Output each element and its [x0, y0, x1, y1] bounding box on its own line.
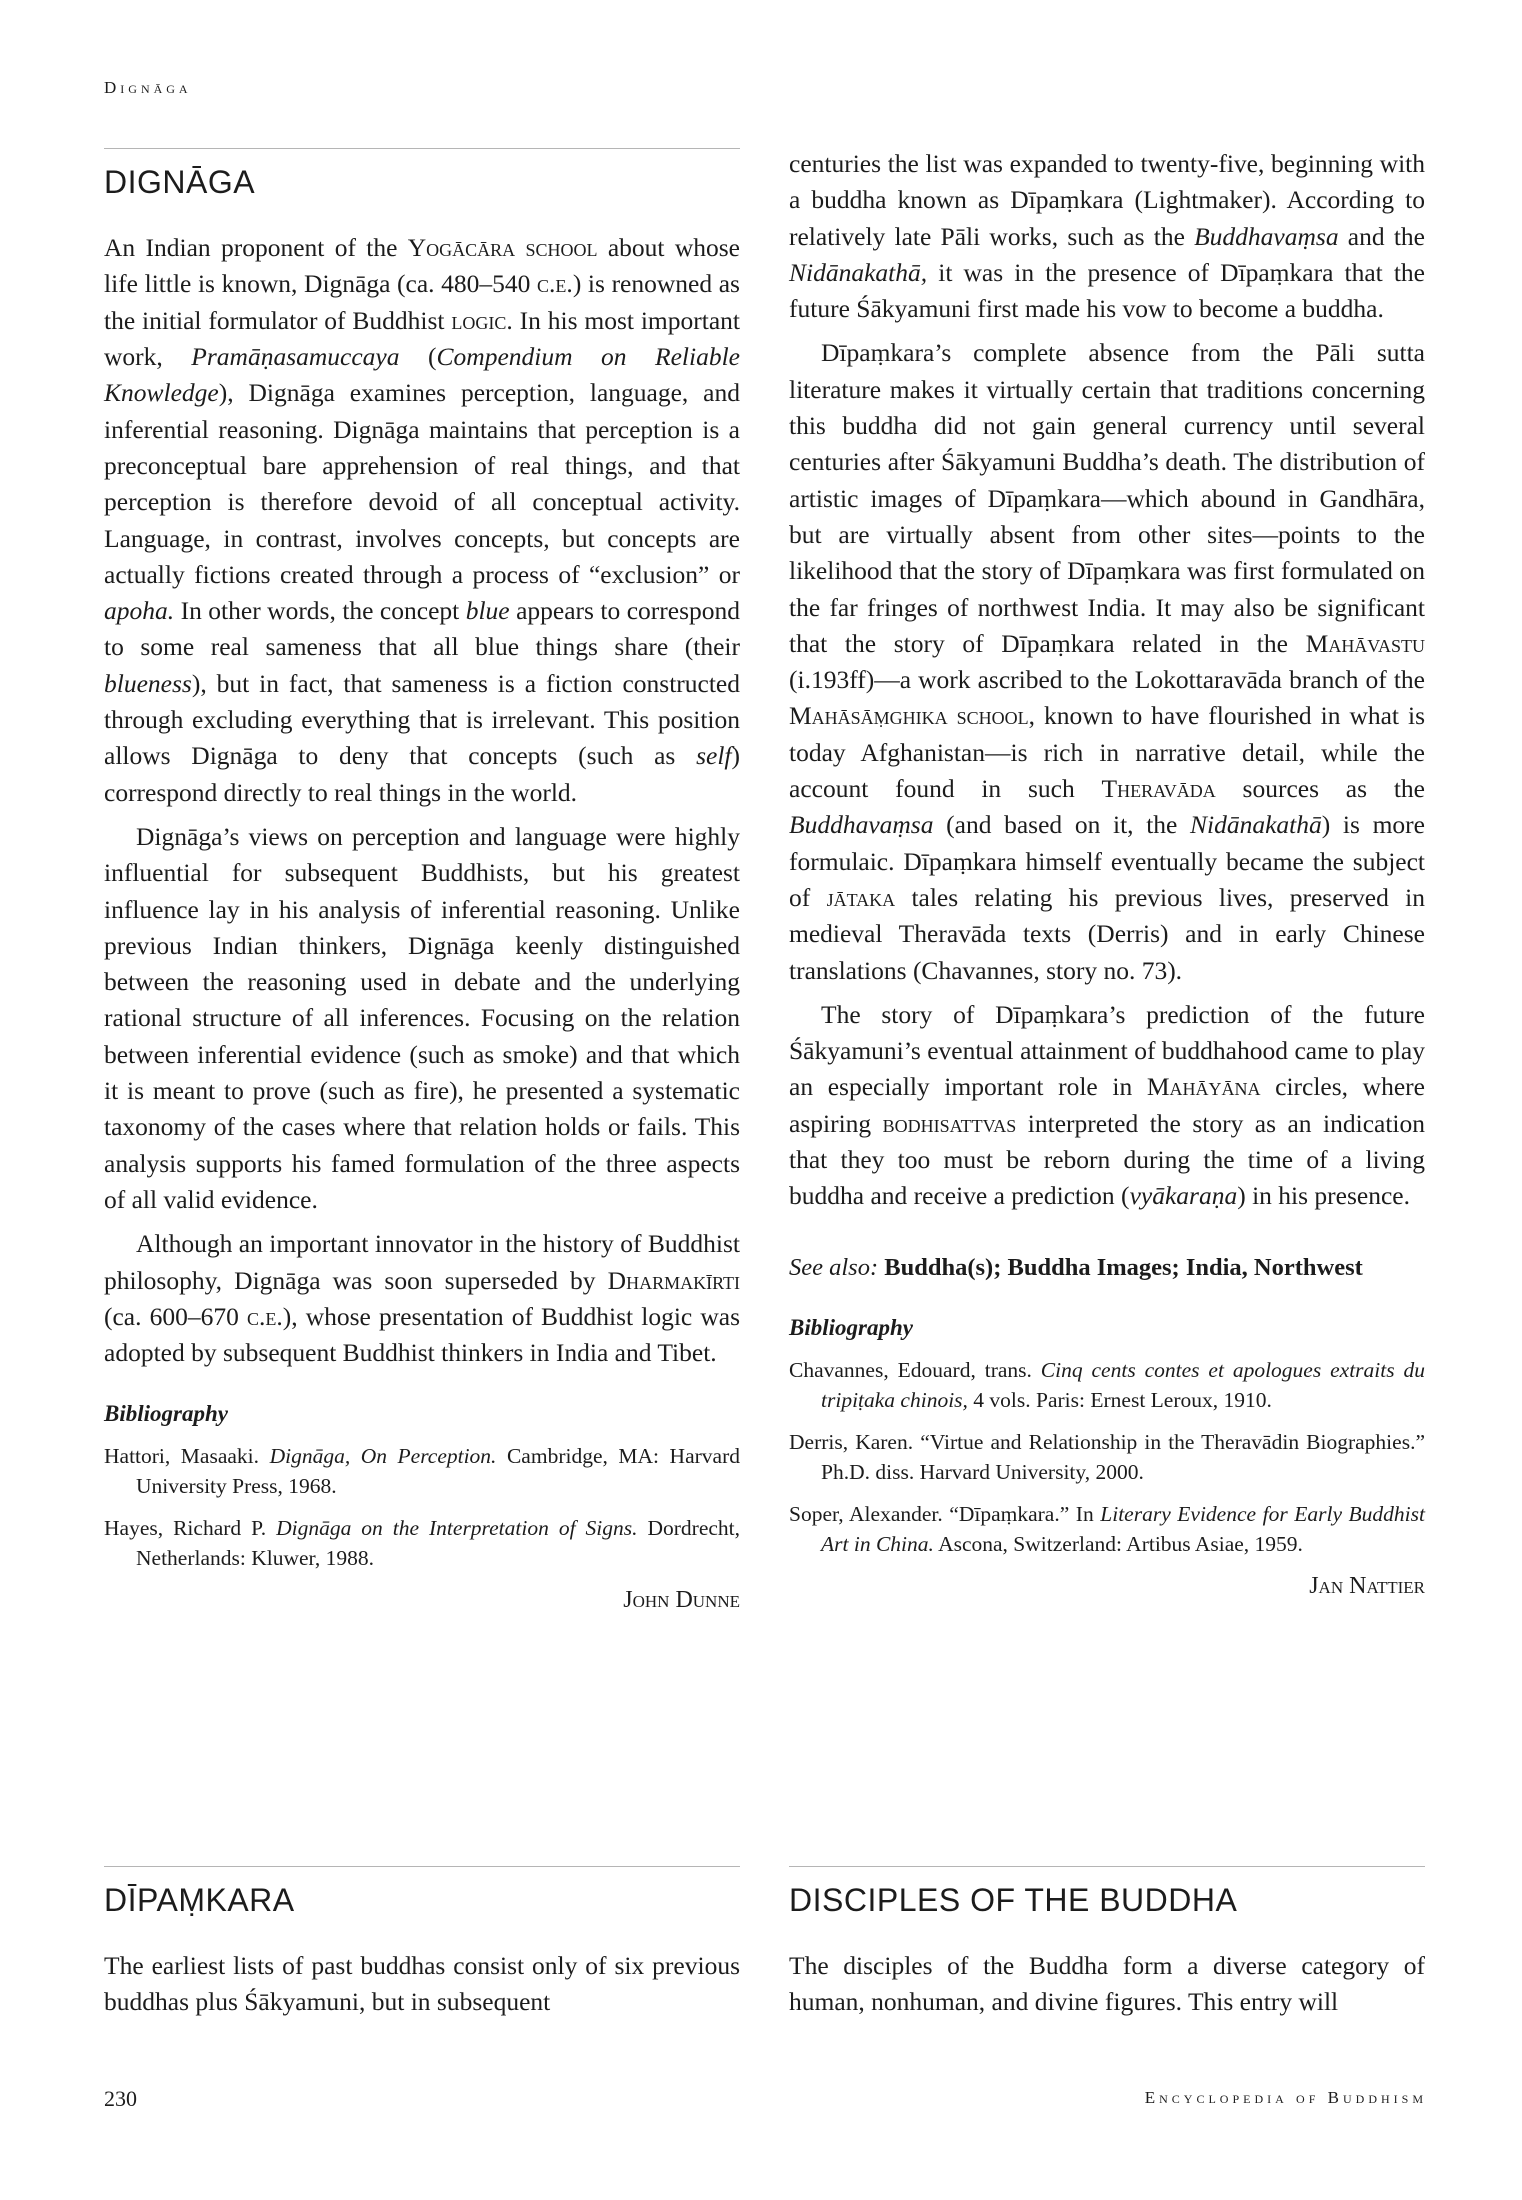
section-rule [789, 1866, 1425, 1867]
bibliography-item: Hattori, Masaaki. Dignāga, On Perception. Cambridge, MA: Harvard University Press, 1968. [104, 1444, 740, 1499]
cross-reference-link[interactable]: bodhisattvas [882, 1108, 1017, 1138]
author-signature: Jan Nattier [1309, 1572, 1425, 1599]
see-also: See also: Buddha(s); Buddha Images; India, Northwest [789, 1253, 1363, 1281]
cross-reference-link[interactable]: Theravāda [1101, 774, 1216, 804]
cross-reference-link[interactable]: Yogācāra school [407, 233, 598, 263]
bibliography-heading: Bibliography [789, 1314, 913, 1340]
section-rule [104, 148, 740, 149]
bibliography-item: Derris, Karen. “Virtue and Relationship in the Theravādin Biographies.” Ph.D. diss. Harvard University, 2000. [789, 1429, 1425, 1484]
cross-reference-link[interactable]: logic [451, 305, 507, 335]
bibliography-item: Soper, Alexander. “Dīpaṃkara.” In Literary Evidence for Early Buddhist Art in China. Ascona, Switzerland: Artibus Asiae, 1959. [789, 1501, 1425, 1556]
bibliography-item: Chavannes, Edouard, trans. Cinq cents contes et apologues extraits du tripiṭaka chinois, 4 vols. Paris: Ernest Leroux, 1910. [789, 1357, 1425, 1412]
entry-title: DISCIPLES OF THE BUDDHA [789, 1882, 1238, 1918]
running-head: Dignāga [104, 78, 192, 97]
paragraph: Dignāga’s views on perception and language were highly influential for subsequent Buddhists, but his greatest influence lay in his analysis of inferential reasoning. Unlike previous Indian thinkers, Dignāga keenly distinguished between the reasoning used in debate and the underlying rational structure of all inferences. Focusing on the relation between inferential evidence (such as smoke) and that which it is meant to prove (such as fire), he presented a systematic taxonomy of the cases where that relation holds or fails. This analysis supports his famed formulation of the three aspects of all valid evidence. [104, 821, 740, 1214]
cross-reference-link[interactable]: jātaka [826, 882, 896, 912]
paragraph: Although an important innovator in the history of Buddhist philosophy, Dignāga was soon superseded by Dharmakīrti (ca. 600–670 c.e.), whose presentation of Buddhist logic was adopted by subsequent Buddhist thinkers in India and Tibet. [104, 1229, 740, 1368]
book-title: Encyclopedia of Buddhism [1144, 2088, 1427, 2107]
entry-title: DĪPAṂKARA [104, 1882, 295, 1918]
paragraph: The disciples of the Buddha form a diverse category of human, nonhuman, and divine figures. This entry will [789, 1951, 1425, 2017]
cross-reference-link[interactable]: Mahāsāṃghika school [789, 701, 1029, 731]
page-number: 230 [104, 2086, 137, 2111]
see-also-links[interactable]: Buddha(s); Buddha Images; India, Northwest [884, 1253, 1363, 1281]
entry-dipamkara-continued [789, 146, 1425, 1600]
bibliography-heading: Bibliography [104, 1401, 228, 1427]
paragraph: centuries the list was expanded to twenty-five, beginning with a buddha known as Dīpaṃkara (Lightmaker). According to relatively late Pāli works, such as the Buddhavaṃsa and the Nidānakathā, it was in the presence of Dīpaṃkara that the future Śākyamuni first made his vow to become a buddha. [789, 149, 1425, 324]
cross-reference-link[interactable]: Mahāyāna [1146, 1072, 1261, 1102]
cross-reference-link[interactable]: Mahāvastu [1305, 628, 1425, 658]
entry-dipamkara [104, 1866, 740, 2021]
paragraph: An Indian proponent of the Yogācāra school about whose life little is known, Dignāga (ca. 480–540 c.e.) is renowned as the initial formulator of Buddhist logic. In his most important work, Pramāṇasamuccaya (Compendium on Reliable Knowledge), Dignāga examines perception, language, and inferential reasoning. Dignāga maintains that perception is a preconceptual bare apprehension of real things, and that perception is therefore devoid of all conceptual activity. Language, in contrast, involves concepts, but concepts are actually fictions created through a process of “exclusion” or apoha. In other words, the concept blue appears to correspond to some real sameness that all blue things share (their blueness), but in fact, that sameness is a fiction constructed through excluding everything that is irrelevant. This position allows Dignāga to deny that concepts (such as self) correspond directly to real things in the world. [104, 233, 740, 807]
bibliography-item: Hayes, Richard P. Dignāga on the Interpretation of Signs. Dordrecht, Netherlands: Kluwer, 1988. [104, 1516, 741, 1571]
paragraph: The story of Dīpaṃkara’s prediction of the future Śākyamuni’s eventual attainment of buddhahood came to play an especially important role in Mahāyāna circles, where aspiring bodhisattvas interpreted the story as an indication that they too must be reborn during the time of a living buddha and receive a prediction (vyākaraṇa) in his presence. [789, 999, 1425, 1211]
paragraph: Dīpaṃkara’s complete absence from the Pāli sutta literature makes it virtually certain that traditions concerning this buddha did not gain general currency until several centuries after Śākyamuni Buddha’s death. The distribution of artistic images of Dīpaṃkara—which abound in Gandhāra, but are virtually absent from other sites—points to the likelihood that the story of Dīpaṃkara was first formulated on the far fringes of northwest India. It may also be significant that the story of Dīpaṃkara related in the Mahāvastu (i.193ff)—a work ascribed to the Lokottaravāda branch of the Mahāsāṃghika school, known to have flourished in what is today Afghanistan—is rich in narrative detail, while the account found in such Theravāda sources as the Buddhavaṃsa (and based on it, the Nidānakathā) is more formulaic. Dīpaṃkara himself eventually became the subject of jātaka tales relating his previous lives, preserved in medieval Theravāda texts (Derris) and in early Chinese translations (Chavannes, story no. 73). [789, 338, 1425, 985]
entry-title: DIGNĀGA [104, 164, 256, 200]
entry-disciples [789, 1866, 1425, 2021]
cross-reference-link[interactable]: Dharmakīrti [607, 1265, 740, 1295]
entry-dignaga [104, 148, 740, 1614]
section-rule [104, 1866, 740, 1867]
author-signature: John Dunne [623, 1587, 740, 1614]
paragraph: The earliest lists of past buddhas consist only of six previous buddhas plus Śākyamuni, but in subsequent [104, 1951, 740, 2017]
